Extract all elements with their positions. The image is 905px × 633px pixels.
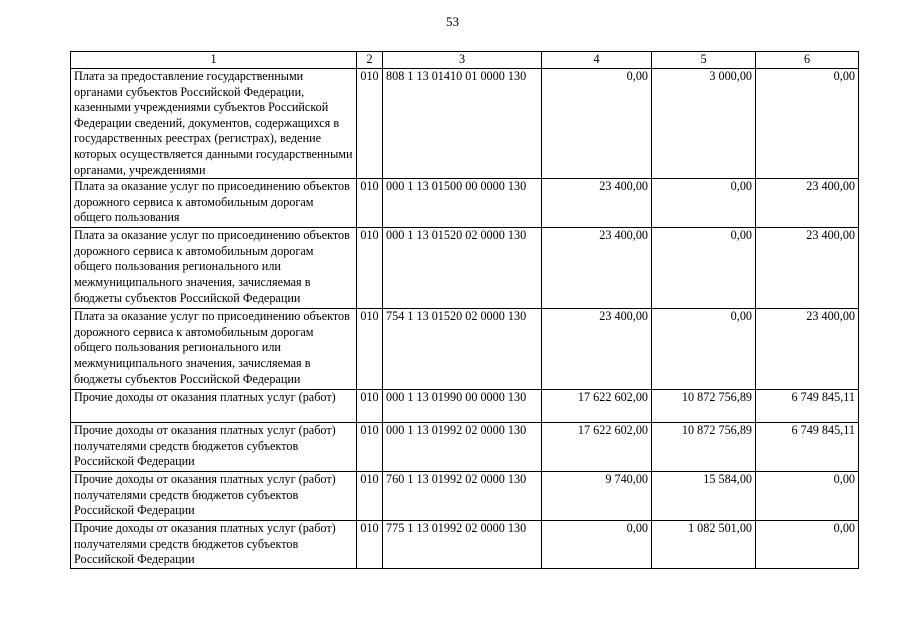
- value-col4: 23 400,00: [542, 179, 652, 228]
- value-col5: 0,00: [652, 228, 756, 309]
- revenue-name: Плата за предоставление государственными органами субъектов Российской Федерации, казенными учреждениями субъектов Российской Федерации сведений, документов, содержащихся в государственных реестрах (регистрах), ведение которых осуществляется данными государственными органами, учреждениями: [71, 69, 357, 179]
- value-col5: 10 872 756,89: [652, 423, 756, 472]
- value-col4: 23 400,00: [542, 228, 652, 309]
- value-col6: 23 400,00: [756, 179, 859, 228]
- table-row: [71, 179, 859, 228]
- value-col4: 9 740,00: [542, 472, 652, 521]
- column-header: 1: [71, 52, 357, 69]
- value-col5: 1 082 501,00: [652, 521, 756, 569]
- value-col5: 0,00: [652, 309, 756, 390]
- line-code: 010: [357, 309, 383, 390]
- value-col4: 0,00: [542, 521, 652, 569]
- column-header: 2: [357, 52, 383, 69]
- budget-classification-code: 000 1 13 01500 00 0000 130: [383, 179, 542, 228]
- line-code: 010: [357, 521, 383, 569]
- budget-classification-code: 808 1 13 01410 01 0000 130: [383, 69, 542, 179]
- revenue-name: Плата за оказание услуг по присоединению объектов дорожного сервиса к автомобильным дорогам общего пользования регионального или межмуниципального значения, зачисляемая в бюджеты субъектов Российской Федерации: [71, 228, 357, 309]
- value-col4: 17 622 602,00: [542, 390, 652, 423]
- revenue-name: Прочие доходы от оказания платных услуг (работ) получателями средств бюджетов субъектов Российской Федерации: [71, 472, 357, 521]
- column-number-row: [71, 52, 859, 69]
- value-col6: 0,00: [756, 69, 859, 179]
- column-header: 3: [383, 52, 542, 69]
- line-code: 010: [357, 390, 383, 423]
- budget-classification-code: 760 1 13 01992 02 0000 130: [383, 472, 542, 521]
- revenue-name: Прочие доходы от оказания платных услуг (работ) получателями средств бюджетов субъектов Российской Федерации: [71, 423, 357, 472]
- page-number: 53: [446, 14, 459, 29]
- column-header: 6: [756, 52, 859, 69]
- value-col5: 0,00: [652, 179, 756, 228]
- revenue-name: Прочие доходы от оказания платных услуг (работ) получателями средств бюджетов субъектов Российской Федерации: [71, 521, 357, 569]
- value-col6: 23 400,00: [756, 309, 859, 390]
- budget-classification-code: 775 1 13 01992 02 0000 130: [383, 521, 542, 569]
- budget-classification-code: 754 1 13 01520 02 0000 130: [383, 309, 542, 390]
- value-col6: 0,00: [756, 472, 859, 521]
- table-row: [71, 309, 859, 390]
- line-code: 010: [357, 179, 383, 228]
- table-row: [71, 228, 859, 309]
- revenue-table: [70, 51, 859, 569]
- line-code: 010: [357, 472, 383, 521]
- value-col4: 0,00: [542, 69, 652, 179]
- value-col6: 0,00: [756, 521, 859, 569]
- value-col6: 6 749 845,11: [756, 423, 859, 472]
- table-row: [71, 472, 859, 521]
- value-col4: 17 622 602,00: [542, 423, 652, 472]
- value-col5: 3 000,00: [652, 69, 756, 179]
- budget-classification-code: 000 1 13 01520 02 0000 130: [383, 228, 542, 309]
- line-code: 010: [357, 423, 383, 472]
- line-code: 010: [357, 69, 383, 179]
- value-col6: 23 400,00: [756, 228, 859, 309]
- table-row: [71, 390, 859, 423]
- column-header: 5: [652, 52, 756, 69]
- revenue-name: Прочие доходы от оказания платных услуг (работ): [71, 390, 357, 423]
- budget-classification-code: 000 1 13 01990 00 0000 130: [383, 390, 542, 423]
- table-row: [71, 423, 859, 472]
- revenue-name: Плата за оказание услуг по присоединению объектов дорожного сервиса к автомобильным дорогам общего пользования: [71, 179, 357, 228]
- column-header: 4: [542, 52, 652, 69]
- budget-classification-code: 000 1 13 01992 02 0000 130: [383, 423, 542, 472]
- value-col6: 6 749 845,11: [756, 390, 859, 423]
- value-col4: 23 400,00: [542, 309, 652, 390]
- value-col5: 10 872 756,89: [652, 390, 756, 423]
- line-code: 010: [357, 228, 383, 309]
- value-col5: 15 584,00: [652, 472, 756, 521]
- table-row: [71, 69, 859, 179]
- table-row: [71, 521, 859, 569]
- revenue-name: Плата за оказание услуг по присоединению объектов дорожного сервиса к автомобильным дорогам общего пользования регионального или межмуниципального значения, зачисляемая в бюджеты субъектов Российской Федерации: [71, 309, 357, 390]
